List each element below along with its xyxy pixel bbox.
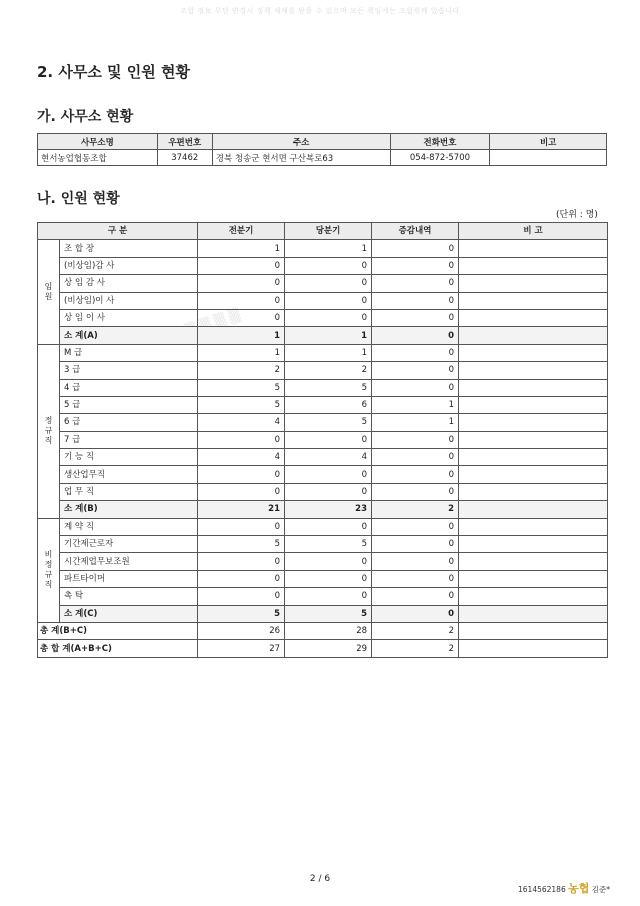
staff-item-name: M 급: [60, 344, 198, 361]
staff-row: [38, 240, 608, 257]
staff-total-diff: 2: [372, 640, 459, 657]
staff-row: [38, 553, 608, 570]
staff-prev-value: 1: [198, 344, 285, 361]
staff-prev-value: 5: [198, 536, 285, 553]
staff-diff-value: 0: [372, 536, 459, 553]
unit-label: (단위 : 명): [556, 210, 598, 220]
staff-note-cell: [459, 483, 608, 500]
staff-row: [38, 309, 608, 326]
staff-item-name: 3 급: [60, 362, 198, 379]
staff-item-name: 6 급: [60, 414, 198, 431]
staff-curr-value: 4: [285, 449, 372, 466]
staff-prev-value: 5: [198, 396, 285, 413]
staff-item-name: 조 합 장: [60, 240, 198, 257]
staff-row: [38, 362, 608, 379]
staff-diff-value: 0: [372, 605, 459, 622]
staff-diff-value: 0: [372, 466, 459, 483]
staff-prev-value: 0: [198, 309, 285, 326]
staff-curr-value: 0: [285, 257, 372, 274]
staff-group-text: 정규직: [44, 416, 53, 446]
staff-row: [38, 466, 608, 483]
staff-diff-value: 1: [372, 414, 459, 431]
staff-diff-value: 0: [372, 275, 459, 292]
staff-diff-value: 0: [372, 483, 459, 500]
staff-item-name: 소 계(B): [60, 501, 198, 518]
staff-item-name: 기 능 직: [60, 449, 198, 466]
staff-total-prev: 27: [198, 640, 285, 657]
office-header-note: 비고: [490, 134, 607, 150]
staff-total-diff: 2: [372, 622, 459, 639]
staff-prev-value: 0: [198, 292, 285, 309]
staff-item-name: 계 약 직: [60, 518, 198, 535]
staff-note-cell: [459, 536, 608, 553]
staff-row: [38, 344, 608, 361]
staff-prev-value: 0: [198, 466, 285, 483]
staff-note-cell: [459, 449, 608, 466]
staff-diff-value: 0: [372, 240, 459, 257]
staff-note-cell: [459, 414, 608, 431]
staff-total-prev: 26: [198, 622, 285, 639]
staff-curr-value: 5: [285, 414, 372, 431]
staff-row: [38, 379, 608, 396]
staff-group-text: 임원: [44, 282, 53, 302]
staff-note-cell: [459, 309, 608, 326]
staff-item-name: 파트타이머: [60, 570, 198, 587]
staff-grand-total-row: [38, 640, 608, 657]
staff-table: [37, 222, 608, 658]
staff-row: [38, 327, 608, 344]
staff-curr-value: 0: [285, 431, 372, 448]
staff-item-name: 5 급: [60, 396, 198, 413]
staff-diff-value: 2: [372, 501, 459, 518]
staff-prev-value: 0: [198, 570, 285, 587]
staff-diff-value: 0: [372, 588, 459, 605]
staff-prev-value: 0: [198, 483, 285, 500]
staff-section-title: 나. 인원 현황: [37, 191, 120, 207]
staff-item-name: 7 급: [60, 431, 198, 448]
office-section-title: 가. 사무소 현황: [37, 109, 134, 125]
section-title: 2. 사무소 및 인원 현황: [37, 63, 190, 81]
staff-note-cell: [459, 466, 608, 483]
staff-prev-value: 4: [198, 414, 285, 431]
staff-curr-value: 1: [285, 344, 372, 361]
staff-item-name: 시간제업무보조원: [60, 553, 198, 570]
office-header-row: [38, 134, 607, 150]
staff-item-name: (비상임)이 사: [60, 292, 198, 309]
staff-diff-value: 0: [372, 379, 459, 396]
office-table: [37, 133, 607, 166]
staff-total-name: 총 계(B+C): [38, 622, 198, 639]
staff-diff-value: 0: [372, 431, 459, 448]
staff-curr-value: 0: [285, 588, 372, 605]
staff-row: [38, 449, 608, 466]
staff-total-note: [459, 622, 608, 639]
staff-prev-value: 1: [198, 240, 285, 257]
staff-prev-value: 0: [198, 257, 285, 274]
staff-header-curr: 당분기: [285, 223, 372, 240]
office-header-address: 주소: [212, 134, 390, 150]
staff-note-cell: [459, 257, 608, 274]
staff-prev-value: 0: [198, 431, 285, 448]
page-number: 2 / 6: [309, 874, 331, 884]
footer-stamp: [518, 880, 610, 896]
staff-total-curr: 29: [285, 640, 372, 657]
staff-note-cell: [459, 605, 608, 622]
staff-diff-value: 0: [372, 292, 459, 309]
staff-curr-value: 5: [285, 605, 372, 622]
staff-total-curr: 28: [285, 622, 372, 639]
staff-curr-value: 5: [285, 379, 372, 396]
staff-row: [38, 257, 608, 274]
staff-note-cell: [459, 327, 608, 344]
office-header-zip: 우편번호: [157, 134, 212, 150]
staff-row: [38, 570, 608, 587]
staff-row: [38, 292, 608, 309]
staff-curr-value: 0: [285, 466, 372, 483]
staff-note-cell: [459, 570, 608, 587]
footer-logo: 농협: [568, 882, 590, 895]
office-header-phone: 전화번호: [390, 134, 490, 150]
staff-item-name: 상 임 이 사: [60, 309, 198, 326]
office-phone: 054-872-5700: [390, 150, 490, 166]
staff-curr-value: 1: [285, 327, 372, 344]
staff-curr-value: 0: [285, 275, 372, 292]
staff-note-cell: [459, 240, 608, 257]
staff-header-diff: 증감내역: [372, 223, 459, 240]
staff-curr-value: 0: [285, 309, 372, 326]
staff-header-category: 구 분: [38, 223, 198, 240]
staff-curr-value: 2: [285, 362, 372, 379]
staff-group-text: 비정규직: [44, 550, 53, 590]
footer-user: 김준*: [589, 885, 610, 894]
staff-curr-value: 1: [285, 240, 372, 257]
staff-diff-value: 0: [372, 449, 459, 466]
staff-header-note: 비 고: [459, 223, 608, 240]
staff-diff-value: 0: [372, 570, 459, 587]
watermark: ▒ ▒: [212, 307, 243, 331]
staff-header-prev: 전분기: [198, 223, 285, 240]
staff-row: [38, 396, 608, 413]
staff-item-name: 업 무 직: [60, 483, 198, 500]
staff-note-cell: [459, 275, 608, 292]
staff-prev-value: 1: [198, 327, 285, 344]
staff-item-name: 상 임 감 사: [60, 275, 198, 292]
staff-note-cell: [459, 379, 608, 396]
staff-row: [38, 605, 608, 622]
staff-total-note: [459, 640, 608, 657]
staff-diff-value: 0: [372, 518, 459, 535]
staff-note-cell: [459, 501, 608, 518]
staff-item-name: 촉 탁: [60, 588, 198, 605]
staff-note-cell: [459, 292, 608, 309]
staff-prev-value: 2: [198, 362, 285, 379]
staff-prev-value: 0: [198, 275, 285, 292]
staff-row: [38, 501, 608, 518]
staff-group-label: [38, 518, 60, 622]
staff-prev-value: 0: [198, 588, 285, 605]
staff-curr-value: 0: [285, 483, 372, 500]
staff-row: [38, 414, 608, 431]
staff-total-row: [38, 622, 608, 639]
staff-prev-value: 0: [198, 518, 285, 535]
staff-note-cell: [459, 431, 608, 448]
staff-item-name: 소 계(A): [60, 327, 198, 344]
staff-row: [38, 483, 608, 500]
staff-diff-value: 0: [372, 327, 459, 344]
staff-note-cell: [459, 396, 608, 413]
staff-curr-value: 0: [285, 553, 372, 570]
staff-item-name: 소 계(C): [60, 605, 198, 622]
staff-item-name: 생산업무직: [60, 466, 198, 483]
staff-curr-value: 0: [285, 518, 372, 535]
footer-code: 1614562186: [518, 885, 569, 894]
office-header-name: 사무소명: [38, 134, 158, 150]
office-note: [490, 150, 607, 166]
staff-prev-value: 0: [198, 553, 285, 570]
staff-row: [38, 431, 608, 448]
staff-diff-value: 1: [372, 396, 459, 413]
staff-diff-value: 0: [372, 344, 459, 361]
staff-diff-value: 0: [372, 362, 459, 379]
staff-group-label: [38, 344, 60, 518]
office-address: 경북 청송군 현서면 구산복로63: [212, 150, 390, 166]
staff-row: [38, 588, 608, 605]
staff-header-row: [38, 223, 608, 240]
staff-prev-value: 21: [198, 501, 285, 518]
office-name: 현서농업협동조합: [38, 150, 158, 166]
staff-curr-value: 6: [285, 396, 372, 413]
staff-note-cell: [459, 518, 608, 535]
staff-prev-value: 5: [198, 379, 285, 396]
staff-row: [38, 518, 608, 535]
staff-curr-value: 23: [285, 501, 372, 518]
staff-prev-value: 5: [198, 605, 285, 622]
staff-group-label: [38, 240, 60, 344]
staff-prev-value: 4: [198, 449, 285, 466]
staff-item-name: 기간제근로자: [60, 536, 198, 553]
staff-diff-value: 0: [372, 553, 459, 570]
staff-diff-value: 0: [372, 257, 459, 274]
staff-note-cell: [459, 553, 608, 570]
staff-note-cell: [459, 344, 608, 361]
staff-note-cell: [459, 588, 608, 605]
staff-item-name: (비상임)감 사: [60, 257, 198, 274]
staff-curr-value: 0: [285, 292, 372, 309]
staff-total-name: 총 합 계(A+B+C): [38, 640, 198, 657]
staff-diff-value: 0: [372, 309, 459, 326]
staff-curr-value: 5: [285, 536, 372, 553]
top-watermark: 조합 정보 무단 변경시 정책 제재를 받을 수 있으며 모든 책임에는 조합원께 있습니다: [180, 7, 460, 15]
staff-row: [38, 536, 608, 553]
staff-item-name: 4 급: [60, 379, 198, 396]
staff-row: [38, 275, 608, 292]
office-zip: 37462: [157, 150, 212, 166]
office-row: [38, 150, 607, 166]
staff-curr-value: 0: [285, 570, 372, 587]
staff-note-cell: [459, 362, 608, 379]
